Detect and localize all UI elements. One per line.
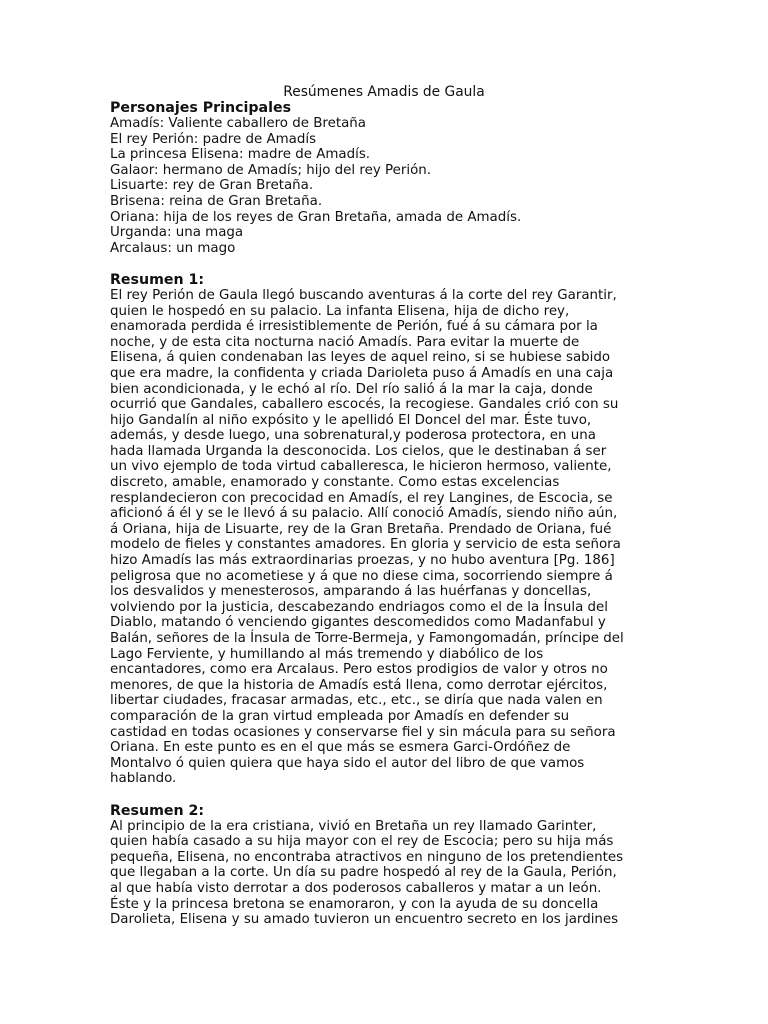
summary1-paragraph bbox=[110, 288, 670, 787]
character-item: Urganda: una maga bbox=[110, 225, 244, 241]
text-line: un vivo ejemplo de toda virtud caballeresca, le hicieron hermoso, valiente, bbox=[110, 459, 612, 475]
character-item: Lisuarte: rey de Gran Bretaña. bbox=[110, 178, 314, 194]
text-line: que era madre, la confidenta y criada Darioleta puso á Amadís en una caja bbox=[110, 365, 614, 381]
text-line: modelo de fieles y constantes amadores. En gloria y servicio de esta señora bbox=[110, 537, 621, 553]
text-line: libertar ciudades, fracasar armadas, etc., etc., se diría que nada valen en bbox=[110, 693, 603, 709]
spacer bbox=[110, 256, 670, 272]
text-line: Diablo, matando ó venciendo gigantes descomedidos como Madanfabul y bbox=[110, 615, 606, 631]
text-line: que llegaban a la corte. Un día su padre hospedó al rey de la Gaula, Perión, bbox=[110, 865, 617, 881]
text-line: quien había casado a su hija mayor con el rey de Escocia; pero su hija más bbox=[110, 834, 614, 850]
characters-list bbox=[110, 116, 670, 256]
character-item: La princesa Elisena: madre de Amadís. bbox=[110, 147, 371, 163]
text-line: castidad en todas ocasiones y conservarse fiel y sin mácula para su señora bbox=[110, 724, 616, 740]
text-line: Elisena, á quien condenaban las leyes de aquel reino, si se hubiese sabido bbox=[110, 350, 611, 366]
text-line: peligrosa que no acometiese y á que no diese cima, socorriendo siempre á bbox=[110, 568, 613, 584]
text-line: El rey Perión de Gaula llegó buscando aventuras á la corte del rey Garantir, bbox=[110, 287, 617, 303]
document-title: Resúmenes Amadis de Gaula bbox=[283, 84, 485, 100]
text-line: comparación de la gran virtud empleada por Amadís en defender su bbox=[110, 708, 570, 724]
text-line: hijo Gandalín al niño expósito y le apellidó El Doncel del mar. Éste tuvo, bbox=[110, 412, 592, 428]
text-line: Darolieta, Elisena y su amado tuvieron un encuentro secreto en los jardines bbox=[110, 912, 619, 928]
text-line: hada llamada Urganda la desconocida. Los cielos, que le destinaban á ser bbox=[110, 443, 607, 459]
summary2-paragraph bbox=[110, 819, 670, 928]
character-item: Amadís: Valiente caballero de Bretaña bbox=[110, 116, 367, 131]
text-line: pequeña, Elisena, no encontraba atractivos en ninguno de los pretendientes bbox=[110, 849, 624, 865]
text-line: Montalvo ó quien quiera que haya sido el autor del libro de que vamos bbox=[110, 755, 585, 771]
text-line: aficionó á él y se le llevó á su palacio. Allí conoció Amadís, siendo niño aún, bbox=[110, 506, 618, 522]
text-line: noche, y de esta cita nocturna nació Amadís. Para evitar la muerte de bbox=[110, 334, 580, 350]
summary1-heading: Resumen 1: bbox=[110, 271, 205, 288]
text-line: quien le hospedó en su palacio. La infanta Elisena, hija de dicho rey, bbox=[110, 303, 570, 319]
text-line: además, y desde luego, una sobrenatural,y poderosa protectora, en una bbox=[110, 428, 596, 444]
text-line: á Oriana, hija de Lisuarte, rey de la Gran Bretaña. Prendado de Oriana, fué bbox=[110, 521, 612, 537]
text-line: Balán, señores de la Ínsula de Torre-Bermeja, y Famongomadán, príncipe del bbox=[110, 631, 624, 646]
text-line: discreto, amable, enamorado y constante. Como estas excelencias bbox=[110, 475, 560, 491]
text-line: resplandecieron con precocidad en Amadís, el rey Langines, de Escocia, se bbox=[110, 490, 613, 506]
character-item: Oriana: hija de los reyes de Gran Bretaña, amada de Amadís. bbox=[110, 209, 522, 225]
characters-heading: Personajes Principales bbox=[110, 100, 292, 116]
summary2-heading: Resumen 2: bbox=[110, 802, 205, 819]
character-item: El rey Perión: padre de Amadís bbox=[110, 131, 317, 147]
text-line: bien acondicionada, y le echó al río. Del río salió á la mar la caja, donde bbox=[110, 381, 593, 397]
text-line: hablando. bbox=[110, 771, 177, 787]
text-line: encantadores, como era Arcalaus. Pero estos prodigios de valor y otros no bbox=[110, 662, 608, 678]
text-line: hizo Amadís las más extraordinarias proezas, y no hubo aventura [Pg. 186] bbox=[110, 553, 615, 569]
text-line: al que había visto derrotar a dos poderosos caballeros y matar a un león. bbox=[110, 880, 602, 896]
text-line: Lago Ferviente, y humillando al más tremendo y diabólico de los bbox=[110, 646, 544, 662]
character-item: Galaor: hermano de Amadís; hijo del rey Perión. bbox=[110, 162, 432, 178]
text-line: menores, de que la historia de Amadís está llena, como derrotar ejércitos, bbox=[110, 677, 608, 693]
document-body bbox=[110, 84, 670, 928]
spacer bbox=[110, 787, 670, 803]
text-line: Éste y la princesa bretona se enamoraron, y con la ayuda de su doncella bbox=[110, 896, 599, 912]
text-line: enamorada perdida é irresistiblemente de Perión, fué á su cámara por la bbox=[110, 319, 598, 335]
text-line: ocurrió que Gandales, caballero escocés, la recogiese. Gandales crió con su bbox=[110, 397, 619, 413]
text-line: Oriana. En este punto es en el que más se esmera Garci-Ordóñez de bbox=[110, 740, 571, 756]
character-item: Brisena: reina de Gran Bretaña. bbox=[110, 193, 323, 209]
text-line: los desvalidos y menesterosos, amparando á las huérfanas y doncellas, bbox=[110, 584, 592, 600]
text-line: volviendo por la justicia, descabezando endriagos como el de la Ínsula del bbox=[110, 599, 609, 615]
character-item: Arcalaus: un mago bbox=[110, 240, 236, 256]
text-line: Al principio de la era cristiana, vivió en Bretaña un rey llamado Garinter, bbox=[110, 818, 597, 834]
